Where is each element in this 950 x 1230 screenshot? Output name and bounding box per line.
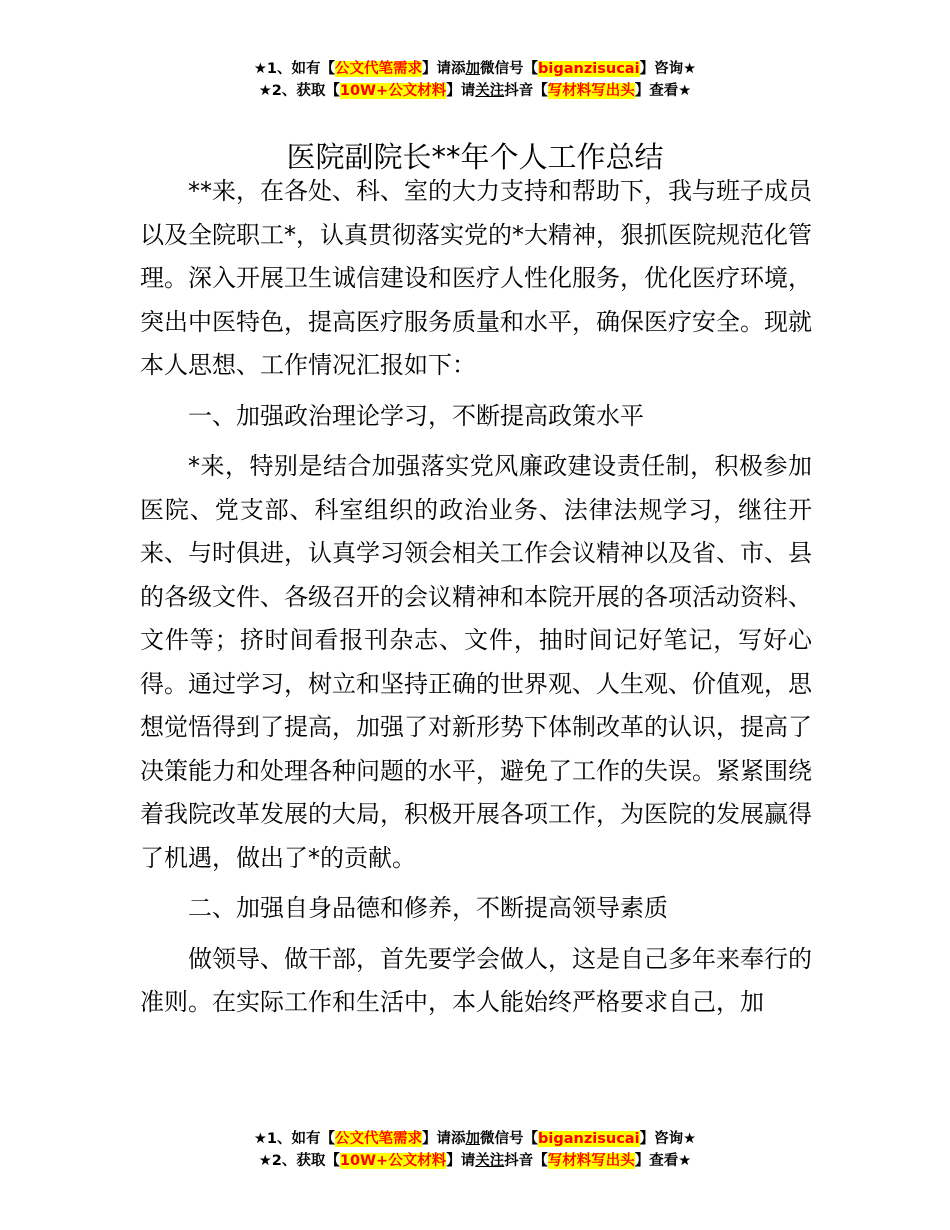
- section-heading: 一、加强政治理论学习，不断提高政策水平: [188, 401, 644, 430]
- promo-underline: 关注: [475, 1153, 505, 1169]
- promo-text: ★1、如有【: [253, 1131, 336, 1147]
- body-paragraph: **来，在各处、科、室的大力支持和帮助下，我与班子成员以及全院职工*，认真贯彻落实党的*大精神，狠抓医院规范化管理。深入开展卫生诚信建设和医疗人性化服务，优化医疗环境，突出中医特色，提高医疗服务质量和水平，确保医疗安全。现就本人思想、工作情况汇报如下：: [140, 177, 812, 379]
- promo-line-1: [0, 1128, 950, 1150]
- promo-underline: 关注: [475, 83, 505, 99]
- promo-line-2: [0, 1150, 950, 1172]
- promo-text: 】咨询★: [639, 61, 697, 77]
- promo-line-1: [0, 58, 950, 80]
- promo-highlight: 写材料写出头: [547, 1153, 635, 1169]
- promo-text: 微信号【: [480, 1131, 539, 1147]
- footer-promo-banner: [0, 1128, 950, 1172]
- promo-text: 】请: [446, 83, 476, 99]
- promo-text: ★2、获取【: [258, 1153, 340, 1169]
- promo-highlight: 10W+公文材料: [339, 83, 447, 99]
- promo-highlight: biganzisucai: [538, 61, 640, 77]
- header-promo-banner: [0, 58, 950, 102]
- body-paragraph: *来，特别是结合加强落实党风廉政建设责任制，积极参加医院、党支部、科室组织的政治业务、法律法规学习，继往开来、与时俱进，认真学习领会相关工作会议精神以及省、市、县的各级文件、各级召开的会议精神和本院开展的各项活动资料、文件等；挤时间看报刊杂志、文件，抽时间记好笔记，写好心得。通过学习，树立和坚持正确的世界观、人生观、价值观，思想觉悟得到了提高，加强了对新形势下体制改革的认识，提高了决策能力和处理各种问题的水平，避免了工作的失误。紧紧围绕着我院改革发展的大局，积极开展各项工作，为医院的发展赢得了机遇，做出了*的贡献。: [140, 452, 812, 872]
- promo-line-2: [0, 80, 950, 102]
- promo-text: 】请添: [422, 1131, 466, 1147]
- promo-text: 】查看★: [634, 83, 692, 99]
- promo-text: 】请添: [422, 61, 466, 77]
- promo-text: 抖音【: [504, 83, 548, 99]
- promo-text: 】请: [446, 1153, 476, 1169]
- section-heading: 二、加强自身品德和修养，不断提高领导素质: [188, 894, 668, 922]
- document-body: [140, 170, 812, 1032]
- promo-text: 抖音【: [504, 1153, 548, 1169]
- promo-highlight: 10W+公文材料: [339, 1153, 447, 1169]
- promo-highlight: 公文代笔需求: [335, 1131, 423, 1147]
- promo-highlight: 公文代笔需求: [335, 61, 423, 77]
- promo-underline: 加: [465, 1131, 481, 1147]
- promo-text: ★2、获取【: [258, 83, 340, 99]
- promo-highlight: biganzisucai: [538, 1131, 640, 1147]
- promo-text: 】咨询★: [639, 1131, 697, 1147]
- body-paragraph: 做领导、做干部，首先要学会做人，这是自己多年来奉行的准则。在实际工作和生活中，本人能始终严格要求自己，加: [140, 944, 812, 1016]
- document-title: 医院副院长**年个人工作总结: [286, 140, 664, 175]
- promo-highlight: 写材料写出头: [547, 83, 635, 99]
- promo-text: 】查看★: [634, 1153, 692, 1169]
- promo-text: 微信号【: [480, 61, 539, 77]
- promo-text: ★1、如有【: [253, 61, 336, 77]
- promo-underline: 加: [465, 61, 481, 77]
